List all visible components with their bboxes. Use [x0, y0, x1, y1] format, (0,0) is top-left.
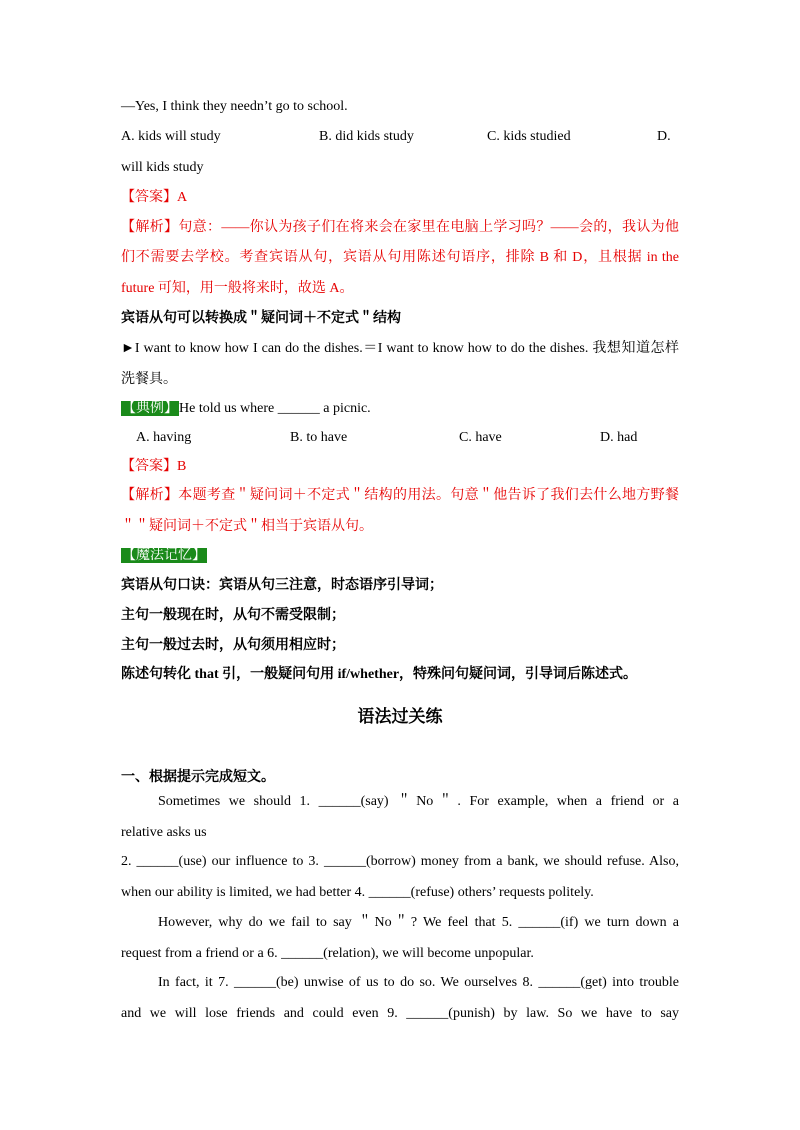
memory-line: 宾语从句口诀：宾语从句三注意，时态语序引导词；: [121, 578, 443, 593]
option-a: A. having: [136, 430, 192, 445]
memory-tag-row: [121, 546, 679, 566]
passage-line: request from a friend or a 6. ______(relation), we will become unpopular.: [121, 946, 534, 961]
memory-line: 陈述句转化 that 引，一般疑问句用 if/whether，特殊问句疑问词，引导词后陈述式。: [121, 667, 638, 682]
analysis-line: 们不需要去学校。考查宾语从句，宾语从句用陈述句语序，排除 B 和 D，且根据 in the: [121, 250, 679, 265]
section-title: 语法过关练: [357, 707, 443, 726]
passage-line: 2. ______(use) our influence to 3. ______(borrow) money from a bank, we should refuse. Also,: [121, 854, 679, 869]
memory-line: 主句一般过去时，从句须用相应时；: [121, 638, 345, 653]
option-b: B. did kids study: [319, 129, 414, 144]
example-question: [121, 399, 679, 419]
passage-line: and we will lose friends and could even 9. ______(punish) by law. So we have to say: [121, 1006, 679, 1021]
passage-line: relative asks us: [121, 825, 207, 840]
memory-tag: 【魔法记忆】: [122, 548, 206, 563]
option-d-continued: will kids study: [121, 160, 204, 175]
rule-example: 洗餐具。: [121, 372, 177, 387]
option-c: C. kids studied: [487, 129, 571, 144]
example-tag: 【典例】: [122, 401, 178, 416]
memory-line: 主句一般现在时，从句不需受限制；: [121, 608, 345, 623]
option-d: D. had: [600, 430, 638, 445]
passage-line: when our ability is limited, we had better 4. ______(refuse) others’ requests politely.: [121, 885, 594, 900]
example-stem: He told us where ______ a picnic.: [179, 401, 371, 416]
option-d: D.: [657, 129, 671, 144]
analysis-line: 【解析】句意：——你认为孩子们在将来会在家里在电脑上学习吗？——会的，我认为他: [121, 220, 679, 235]
analysis-line: future 可知，用一般将来时，故选 A。: [121, 281, 354, 296]
option-a: A. kids will study: [121, 129, 221, 144]
rule-example: ►I want to know how I can do the dishes.＝I want to know how to do the dishes. 我想知道怎样: [121, 341, 679, 356]
passage-line: In fact, it 7. ______(be) unwise of us to do so. We ourselves 8. ______(get) into trouble: [158, 975, 679, 990]
analysis-line: 【解析】本题考查＂疑问词＋不定式＂结构的用法。句意＂他告诉了我们去什么地方野餐: [121, 488, 679, 503]
answer-label: 【答案】B: [121, 459, 187, 474]
passage-line: However, why do we fail to say ＂No＂? We feel that 5. ______(if) we turn down a: [158, 915, 679, 930]
exercise-heading: 一、根据提示完成短文。: [121, 770, 275, 785]
option-b: B. to have: [290, 430, 348, 445]
rule-heading: 宾语从句可以转换成＂疑问词＋不定式＂结构: [121, 311, 401, 326]
passage-line: Sometimes we should 1. ______(say) ＂No＂. For example, when a friend or a: [158, 794, 679, 809]
analysis-line: ＂＂疑问词＋不定式＂相当于宾语从句。: [121, 519, 373, 534]
option-c: C. have: [459, 430, 502, 445]
dialogue-line: —Yes, I think they needn’t go to school.: [121, 99, 348, 114]
answer-label: 【答案】A: [121, 190, 188, 205]
